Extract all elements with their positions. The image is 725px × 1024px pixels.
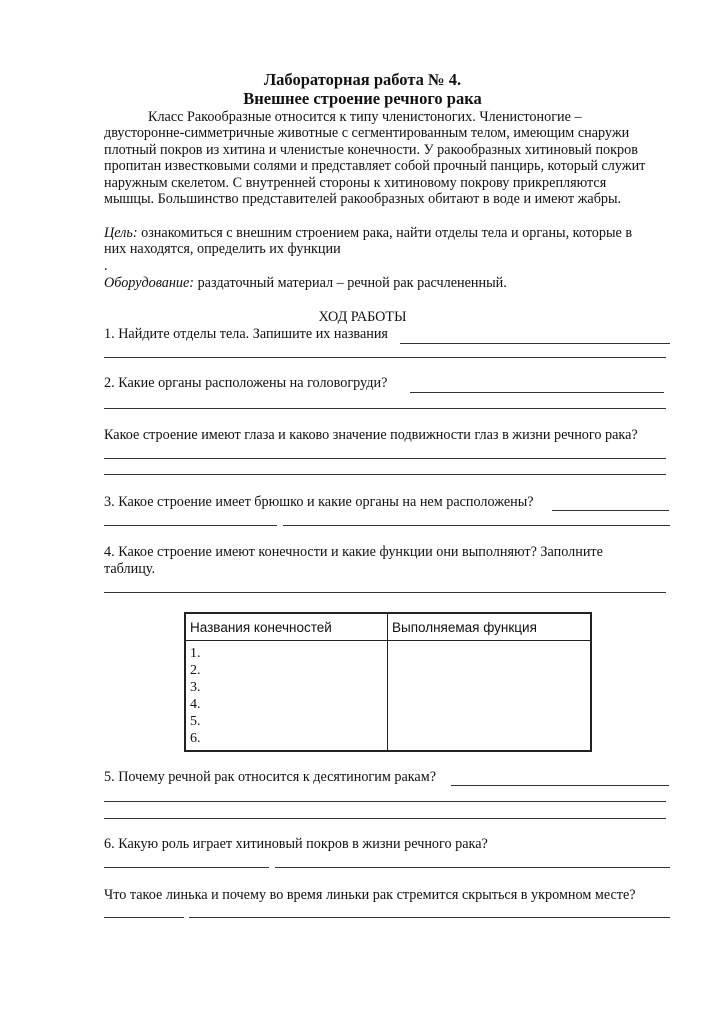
answer-line[interactable] — [104, 592, 666, 593]
table-row-number: 4. — [190, 697, 201, 712]
intro-line-6: мышцы. Большинство представителей ракообразных обитают в воде и имеют жабры. — [104, 191, 622, 207]
intro-line-4: пропитан известковыми солями и представляет собой прочный панцирь, который служит — [104, 158, 646, 174]
goal-label: Цель: — [104, 225, 138, 241]
intro-line-1: Класс Ракообразные относится к типу членистоногих. Членистоногие – — [148, 109, 582, 125]
question-1: 1. Найдите отделы тела. Запишите их названия — [104, 326, 388, 342]
table-row-number: 1. — [190, 646, 201, 661]
answer-line[interactable] — [104, 818, 666, 819]
question-2b: Какое строение имеют глаза и каково значение подвижности глаз в жизни речного рака? — [104, 427, 638, 443]
intro-line-2: двусторонне-симметричные животные с сегментированным телом, имеющим снаружи — [104, 125, 630, 141]
question-5: 5. Почему речной рак относится к десятиногим ракам? — [104, 769, 437, 785]
table-function-cell[interactable] — [388, 641, 592, 752]
answer-line[interactable] — [400, 343, 670, 344]
answer-line[interactable] — [104, 474, 666, 475]
equipment-label: Оборудование: — [104, 275, 195, 291]
title-line-2: Внешнее строение речного рака — [243, 89, 482, 108]
section-heading: ХОД РАБОТЫ — [318, 309, 407, 325]
question-4-line-1: 4. Какое строение имеют конечности и какие функции они выполняют? Заполните — [104, 544, 603, 560]
table-header-row — [185, 613, 591, 641]
answer-line[interactable] — [283, 525, 670, 526]
limbs-table — [184, 612, 592, 752]
question-6b: Что такое линька и почему во время линьки рак стремится скрыться в укромном месте? — [104, 887, 636, 903]
answer-line[interactable] — [104, 357, 666, 358]
answer-line[interactable] — [189, 917, 670, 918]
answer-line[interactable] — [451, 785, 669, 786]
answer-line[interactable] — [104, 801, 666, 802]
answer-line[interactable] — [104, 408, 666, 409]
intro-line-5: наружным скелетом. С внутренней стороны к хитиновому покрову прикрепляются — [104, 175, 607, 191]
goal-text-1: ознакомиться с внешним строением рака, найти отделы тела и органы, которые в — [137, 225, 633, 241]
goal-line-1 — [104, 225, 632, 242]
title-line-1: Лабораторная работа № 4. — [263, 70, 462, 89]
intro-line-3: плотный покров из хитина и членистые конечности. У ракообразных хитиновый покров — [104, 142, 638, 158]
table-header-function: Выполняемая функция — [388, 613, 592, 641]
answer-line[interactable] — [104, 867, 269, 868]
answer-line[interactable] — [104, 458, 666, 459]
equipment-text: раздаточный материал – речной рак расчлененный. — [194, 275, 507, 291]
table-body-row — [185, 641, 591, 752]
answer-line[interactable] — [104, 917, 184, 918]
question-3: 3. Какое строение имеет брюшко и какие органы на нем расположены? — [104, 494, 534, 510]
table-row-number: 2. — [190, 663, 201, 678]
table-row-number: 6. — [190, 731, 201, 746]
goal-dot: . — [104, 258, 108, 274]
table-row-number: 3. — [190, 680, 201, 695]
equipment-line — [104, 275, 507, 292]
answer-line[interactable] — [275, 867, 670, 868]
answer-line[interactable] — [410, 392, 664, 393]
question-4-line-2: таблицу. — [104, 561, 156, 577]
question-2: 2. Какие органы расположены на головогруди? — [104, 375, 388, 391]
table-row-number: 5. — [190, 714, 201, 729]
question-6: 6. Какую роль играет хитиновый покров в жизни речного рака? — [104, 836, 488, 852]
table-names-cell[interactable] — [185, 641, 388, 752]
answer-line[interactable] — [552, 510, 669, 511]
goal-line-2: них находятся, определить их функции — [104, 241, 341, 257]
table-header-names: Названия конечностей — [185, 613, 388, 641]
answer-line[interactable] — [104, 525, 277, 526]
